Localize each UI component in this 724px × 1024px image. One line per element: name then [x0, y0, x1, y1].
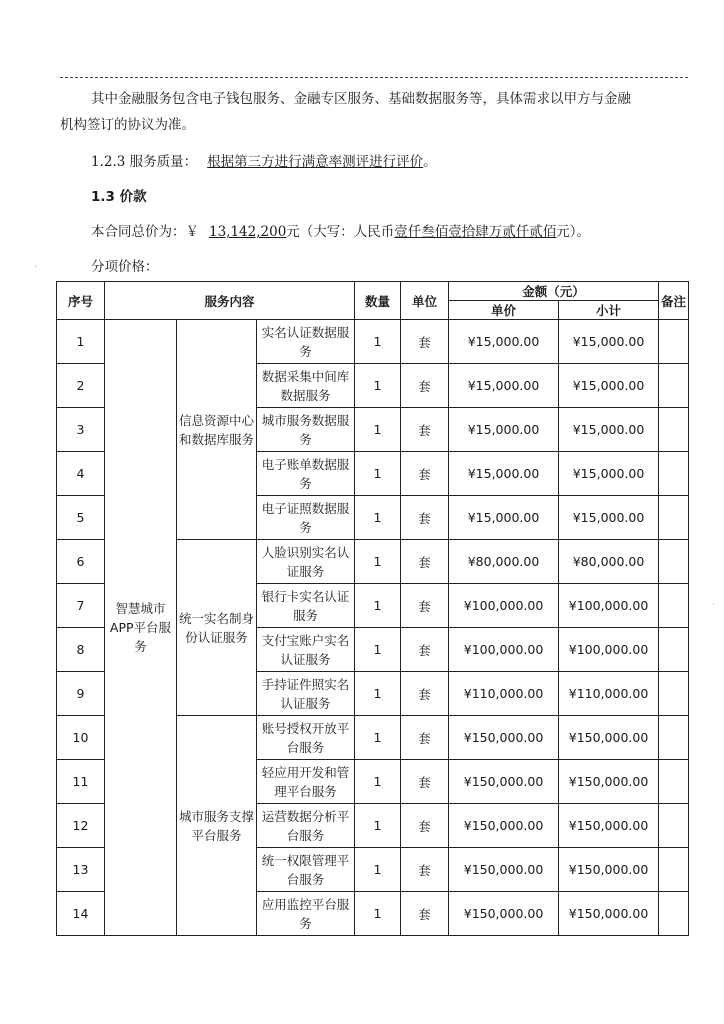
quantity-cell: 1	[355, 540, 401, 584]
service-item: 人脸识别实名认证服务	[257, 540, 355, 584]
unit-cell: 套	[401, 452, 449, 496]
subtotal-cell: ¥150,000.00	[559, 892, 659, 936]
row-number: 14	[57, 892, 105, 936]
unit-cell: 套	[401, 584, 449, 628]
subtotal-cell: ¥150,000.00	[559, 760, 659, 804]
row-number: 11	[57, 760, 105, 804]
row-number: 10	[57, 716, 105, 760]
remark-cell	[659, 584, 689, 628]
quantity-cell: 1	[355, 408, 401, 452]
service-quality-label: 1.2.3 服务质量：	[91, 154, 198, 170]
table-row	[57, 320, 689, 364]
subtotal-cell: ¥100,000.00	[559, 584, 659, 628]
subtotal-cell: ¥15,000.00	[559, 452, 659, 496]
unit-cell: 套	[401, 408, 449, 452]
row-number: 12	[57, 804, 105, 848]
service-item: 统一权限管理平台服务	[257, 848, 355, 892]
row-number: 6	[57, 540, 105, 584]
unit-price-cell: ¥150,000.00	[449, 760, 559, 804]
remark-cell	[659, 496, 689, 540]
row-number: 3	[57, 408, 105, 452]
scan-mark: ·	[34, 262, 38, 273]
unit-price-cell: ¥110,000.00	[449, 672, 559, 716]
unit-price-cell: ¥150,000.00	[449, 892, 559, 936]
remark-cell	[659, 452, 689, 496]
quantity-cell: 1	[355, 496, 401, 540]
header-no: 序号	[57, 282, 105, 320]
remark-cell	[659, 848, 689, 892]
service-item: 城市服务数据服务	[257, 408, 355, 452]
subtotal-cell: ¥80,000.00	[559, 540, 659, 584]
header-content: 服务内容	[105, 282, 355, 320]
remark-cell	[659, 672, 689, 716]
header-unit: 单位	[401, 282, 449, 320]
service-item: 银行卡实名认证服务	[257, 584, 355, 628]
unit-cell: 套	[401, 364, 449, 408]
intro-line-2: 机构签订的协议为准。	[60, 117, 195, 133]
unit-price-cell: ¥15,000.00	[449, 496, 559, 540]
price-table	[56, 281, 689, 936]
unit-price-cell: ¥15,000.00	[449, 364, 559, 408]
unit-price-cell: ¥15,000.00	[449, 452, 559, 496]
remark-cell	[659, 628, 689, 672]
unit-cell: 套	[401, 496, 449, 540]
total-close: 元）。	[556, 224, 591, 240]
service-item: 电子账单数据服务	[257, 452, 355, 496]
total-prefix: 本合同总价为：￥	[91, 224, 199, 240]
quantity-cell: 1	[355, 672, 401, 716]
subtotal-cell: ¥15,000.00	[559, 496, 659, 540]
header-subtotal: 小计	[559, 301, 659, 320]
service-item: 账号授权开放平台服务	[257, 716, 355, 760]
quantity-cell: 1	[355, 452, 401, 496]
header-amount: 金额（元）	[449, 282, 659, 301]
total-unit-open: 元（大写：人民币	[286, 224, 395, 240]
header-qty: 数量	[355, 282, 401, 320]
group-cell: 统一实名制身份认证服务	[177, 540, 257, 716]
row-number: 9	[57, 672, 105, 716]
unit-price-cell: ¥80,000.00	[449, 540, 559, 584]
quantity-cell: 1	[355, 892, 401, 936]
total-price	[91, 219, 723, 245]
unit-cell: 套	[401, 760, 449, 804]
unit-price-cell: ¥150,000.00	[449, 848, 559, 892]
subtotal-cell: ¥110,000.00	[559, 672, 659, 716]
subtotal-cell: ¥150,000.00	[559, 848, 659, 892]
service-item: 电子证照数据服务	[257, 496, 355, 540]
top-group-cell: 智慧城市APP平台服务	[105, 320, 177, 936]
remark-cell	[659, 760, 689, 804]
unit-cell: 套	[401, 804, 449, 848]
remark-cell	[659, 892, 689, 936]
service-item: 运营数据分析平台服务	[257, 804, 355, 848]
subtotal-cell: ¥150,000.00	[559, 716, 659, 760]
unit-price-cell: ¥15,000.00	[449, 320, 559, 364]
total-amount-uppercase: 壹仟叁佰壹拾肆万贰仟贰佰	[394, 224, 557, 240]
breakdown-label: 分项价格：	[91, 259, 159, 275]
service-item: 手持证件照实名认证服务	[257, 672, 355, 716]
section-title: 1.3 价款	[91, 189, 147, 205]
service-item: 数据采集中间库数据服务	[257, 364, 355, 408]
unit-price-cell: ¥150,000.00	[449, 716, 559, 760]
service-item: 支付宝账户实名认证服务	[257, 628, 355, 672]
group-cell: 城市服务支撑平台服务	[177, 716, 257, 936]
quantity-cell: 1	[355, 320, 401, 364]
intro-line-1: 其中金融服务包含电子钱包服务、金融专区服务、基础数据服务等，具体需求以甲方与金融	[91, 91, 631, 107]
service-item: 实名认证数据服务	[257, 320, 355, 364]
remark-cell	[659, 320, 689, 364]
service-item: 应用监控平台服务	[257, 892, 355, 936]
remark-cell	[659, 540, 689, 584]
header-remark: 备注	[659, 282, 689, 320]
unit-price-cell: ¥15,000.00	[449, 408, 559, 452]
unit-cell: 套	[401, 628, 449, 672]
unit-price-cell: ¥100,000.00	[449, 584, 559, 628]
row-number: 4	[57, 452, 105, 496]
unit-cell: 套	[401, 716, 449, 760]
row-number: 8	[57, 628, 105, 672]
row-number: 13	[57, 848, 105, 892]
unit-cell: 套	[401, 848, 449, 892]
subtotal-cell: ¥150,000.00	[559, 804, 659, 848]
row-number: 5	[57, 496, 105, 540]
quantity-cell: 1	[355, 628, 401, 672]
quantity-cell: 1	[355, 760, 401, 804]
service-quality: 1.2.3 服务质量： 根据第三方进行满意率测评进行评价。	[91, 154, 437, 170]
unit-price-cell: ¥150,000.00	[449, 804, 559, 848]
unit-price-cell: ¥100,000.00	[449, 628, 559, 672]
quantity-cell: 1	[355, 364, 401, 408]
unit-cell: 套	[401, 672, 449, 716]
unit-cell: 套	[401, 320, 449, 364]
remark-cell	[659, 804, 689, 848]
remark-cell	[659, 716, 689, 760]
header-unit-price: 单价	[449, 301, 559, 320]
row-number: 1	[57, 320, 105, 364]
total-amount: 13,142,200	[209, 224, 287, 240]
scan-mark: ·	[712, 600, 716, 611]
subtotal-cell: ¥15,000.00	[559, 320, 659, 364]
quantity-cell: 1	[355, 848, 401, 892]
subtotal-cell: ¥15,000.00	[559, 364, 659, 408]
quantity-cell: 1	[355, 584, 401, 628]
group-cell: 信息资源中心和数据库服务	[177, 320, 257, 540]
remark-cell	[659, 408, 689, 452]
subtotal-cell: ¥15,000.00	[559, 408, 659, 452]
row-number: 7	[57, 584, 105, 628]
unit-cell: 套	[401, 892, 449, 936]
row-number: 2	[57, 364, 105, 408]
quantity-cell: 1	[355, 804, 401, 848]
subtotal-cell: ¥100,000.00	[559, 628, 659, 672]
service-quality-text: 根据第三方进行满意率测评进行评价	[207, 154, 424, 170]
unit-cell: 套	[401, 540, 449, 584]
service-item: 轻应用开发和管理平台服务	[257, 760, 355, 804]
page-top-rule	[60, 77, 688, 78]
quantity-cell: 1	[355, 716, 401, 760]
remark-cell	[659, 364, 689, 408]
